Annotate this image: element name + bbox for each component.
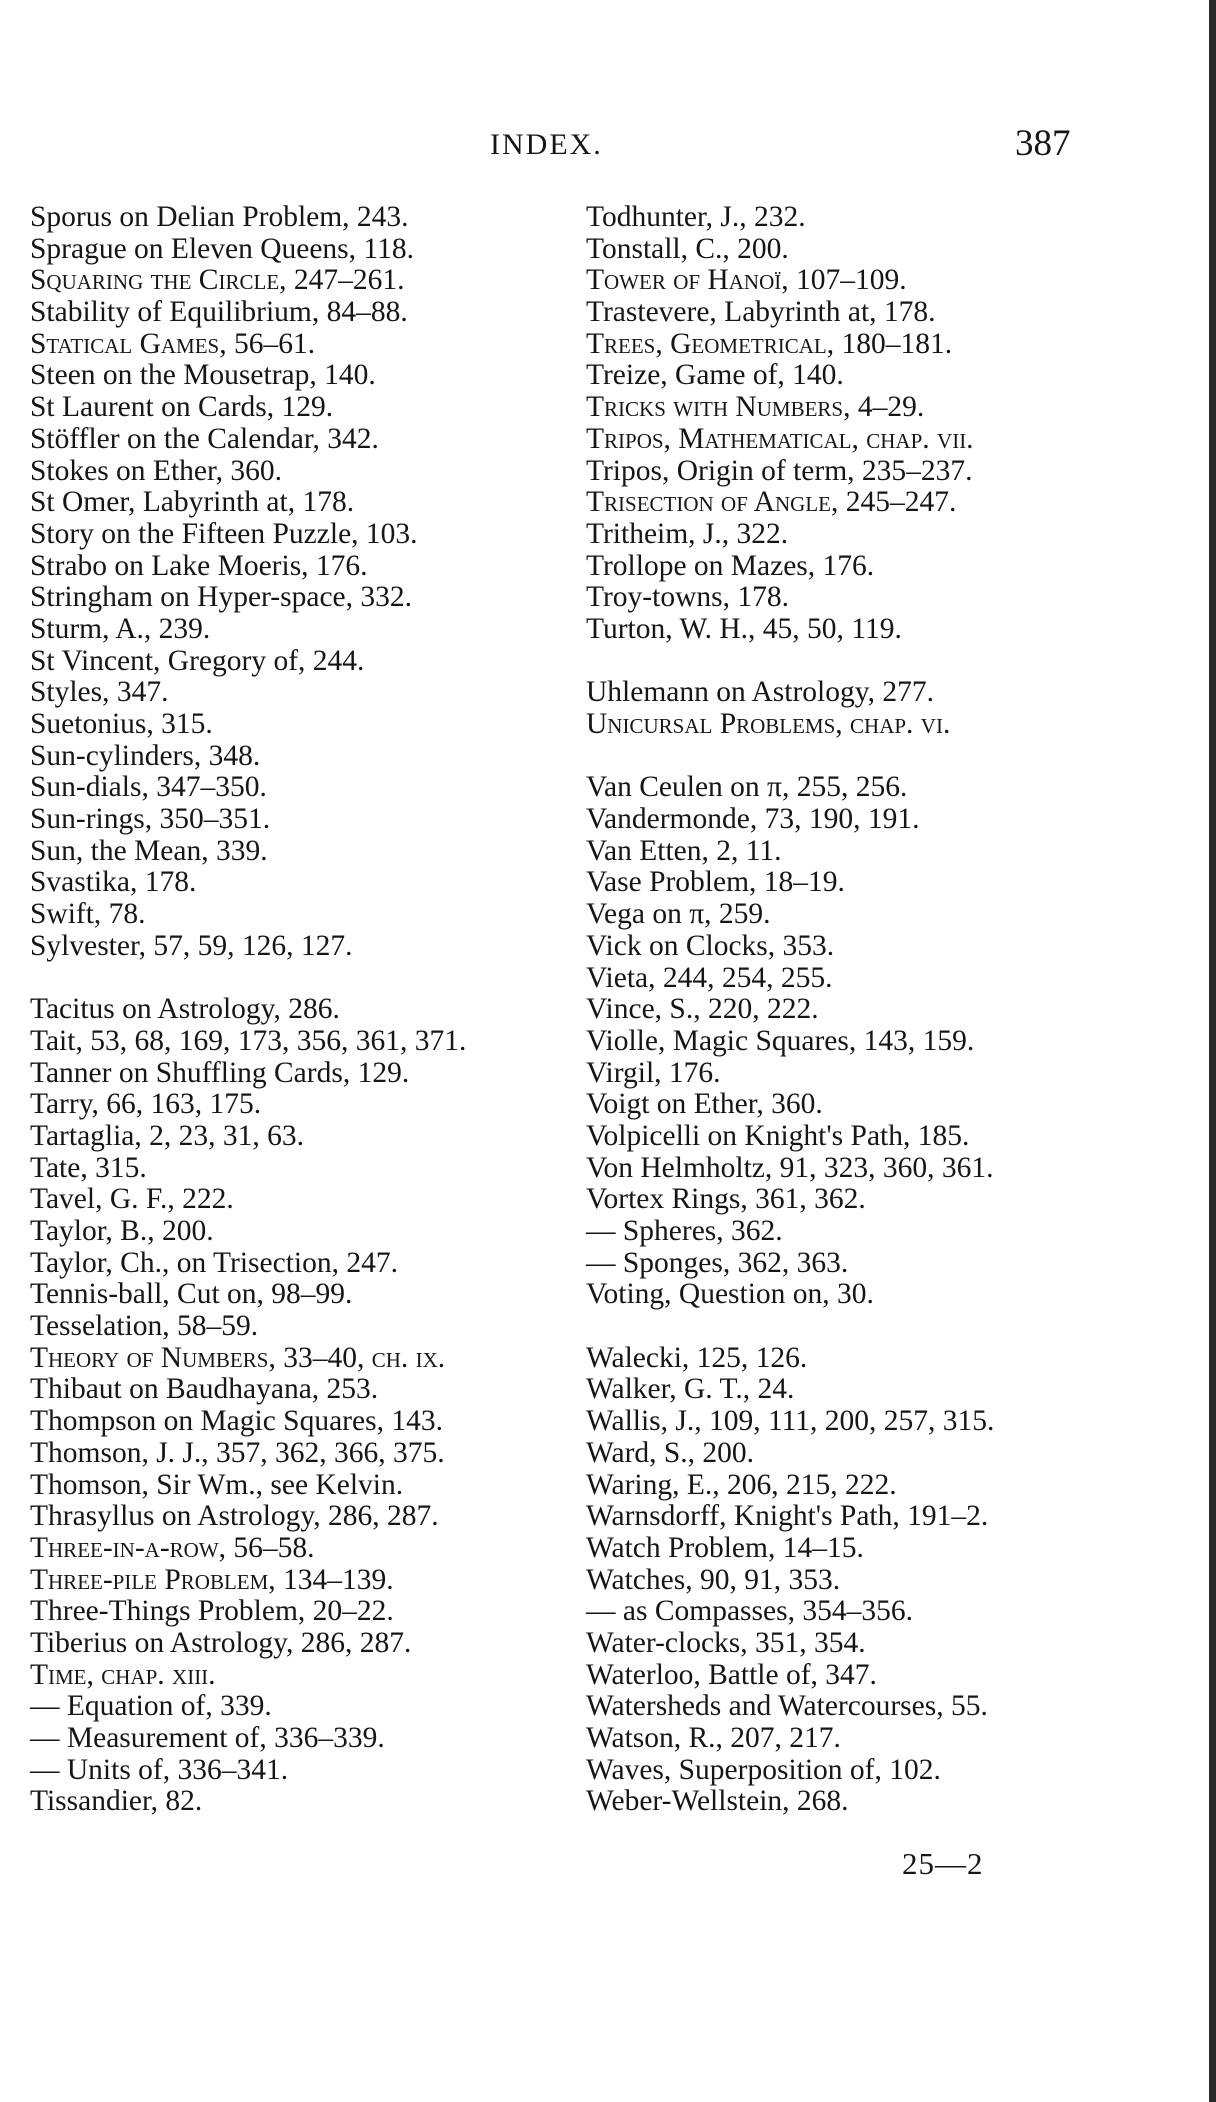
index-entry: Tate, 315.: [30, 1151, 147, 1184]
index-entry: Tanner on Shuffling Cards, 129.: [30, 1056, 410, 1089]
index-entry: Sun-dials, 347–350.: [30, 771, 267, 804]
index-entry: Unicursal Problems, chap. vi.: [586, 708, 951, 740]
index-entry: Tartaglia, 2, 23, 31, 63.: [30, 1119, 305, 1152]
index-entry: Waring, E., 206, 215, 222.: [586, 1468, 897, 1501]
index-entry: Tripos, Origin of term, 235–237.: [586, 454, 973, 487]
index-entry: Thibaut on Baudhayana, 253.: [30, 1373, 379, 1406]
index-entry: Turton, W. H., 45, 50, 119.: [586, 612, 902, 645]
index-entry: Tavel, G. F., 222.: [30, 1183, 234, 1216]
index-entry: — Measurement of, 336–339.: [30, 1722, 385, 1754]
index-entry: Tricks with Numbers, 4–29.: [586, 391, 925, 424]
index-entry: Thrasyllus on Astrology, 286, 287.: [30, 1500, 439, 1533]
index-entry: Three-in-a-row, 56–58.: [30, 1531, 315, 1564]
index-entry: Swift, 78.: [30, 898, 146, 931]
index-gap: [586, 1311, 1146, 1343]
index-entry: St Vincent, Gregory of, 244.: [30, 644, 365, 677]
index-entry: Warnsdorff, Knight's Path, 191–2.: [586, 1500, 989, 1533]
index-entry: Three-pile Problem, 134–139.: [30, 1563, 394, 1596]
index-entry: — Equation of, 339.: [30, 1690, 272, 1723]
index-entry: Treize, Game of, 140.: [586, 359, 844, 392]
index-entry: Tacitus on Astrology, 286.: [30, 993, 340, 1026]
index-entry: Tarry, 66, 163, 175.: [30, 1088, 262, 1121]
index-entry: Tritheim, J., 322.: [586, 517, 789, 550]
index-entry: Troy-towns, 178.: [586, 581, 789, 614]
index-entry: Sun-rings, 350–351.: [30, 803, 271, 836]
index-entry: Waves, Superposition of, 102.: [586, 1753, 941, 1786]
index-entry: Ward, S., 200.: [586, 1436, 755, 1469]
index-entry: Stability of Equilibrium, 84–88.: [30, 296, 408, 329]
index-entry: Vortex Rings, 361, 362.: [586, 1183, 866, 1216]
index-entry: Time, chap. xiii.: [30, 1658, 216, 1691]
index-entry: Sun, the Mean, 339.: [30, 834, 268, 867]
index-entry: Squaring the Circle, 247–261.: [30, 264, 405, 297]
index-entry: Tesselation, 58–59.: [30, 1310, 259, 1343]
index-entry: St Omer, Labyrinth at, 178.: [30, 486, 355, 519]
index-entry: Trees, Geometrical, 180–181.: [586, 327, 953, 360]
index-entry: Watson, R., 207, 217.: [586, 1722, 841, 1754]
index-entry: Todhunter, J., 232.: [586, 201, 806, 233]
index-entry: Styles, 347.: [30, 676, 169, 709]
page-edge-shadow: [1209, 0, 1216, 2102]
index-entry: Thompson on Magic Squares, 143.: [30, 1405, 443, 1438]
index-entry: — as Compasses, 354–356.: [586, 1595, 913, 1628]
index-entry: Voigt on Ether, 360.: [586, 1088, 823, 1121]
index-entry: Suetonius, 315.: [30, 708, 213, 740]
index-entry: Vince, S., 220, 222.: [586, 993, 819, 1026]
index-entry: Walker, G. T., 24.: [586, 1373, 795, 1406]
index-entry: Watersheds and Watercourses, 55.: [586, 1690, 988, 1723]
index-entry: Vandermonde, 73, 190, 191.: [586, 803, 920, 836]
index-entry: Vieta, 244, 254, 255.: [586, 961, 833, 994]
index-entry: Tonstall, C., 200.: [586, 232, 789, 265]
index-entry: Tissandier, 82.: [30, 1785, 203, 1818]
index-entry: Waterloo, Battle of, 347.: [586, 1658, 877, 1691]
index-entry: Vase Problem, 18–19.: [586, 866, 845, 899]
index-column-right: [586, 202, 1146, 1818]
index-entry: Tait, 53, 68, 169, 173, 356, 361, 371.: [30, 1024, 467, 1057]
index-entry: Tripos, Mathematical, chap. vii.: [586, 422, 974, 455]
index-entry: Von Helmholtz, 91, 323, 360, 361.: [586, 1151, 994, 1184]
index-entry: Taylor, B., 200.: [30, 1215, 214, 1247]
index-entry: Violle, Magic Squares, 143, 159.: [586, 1024, 975, 1057]
index-gap: [586, 646, 1146, 678]
index-entry: Tennis-ball, Cut on, 98–99.: [30, 1278, 353, 1311]
index-entry: Weber-Wellstein, 268.: [586, 1785, 849, 1818]
index-entry: Svastika, 178.: [30, 866, 197, 899]
index-entry: — Spheres, 362.: [586, 1215, 783, 1247]
index-entry: — Units of, 336–341.: [30, 1753, 289, 1786]
index-entry: — Sponges, 362, 363.: [586, 1246, 849, 1279]
page-number: 387: [1015, 123, 1071, 164]
index-entry: Vega on π, 259.: [586, 898, 771, 931]
index-entry: Uhlemann on Astrology, 277.: [586, 676, 934, 709]
index-entry: Steen on the Mousetrap, 140.: [30, 359, 376, 392]
index-entry: Three-Things Problem, 20–22.: [30, 1595, 394, 1628]
index-entry: Sun-cylinders, 348.: [30, 739, 261, 772]
index-entry: Tiberius on Astrology, 286, 287.: [30, 1626, 412, 1659]
index-entry: Stringham on Hyper-space, 332.: [30, 581, 413, 614]
page-title: INDEX.: [490, 128, 603, 161]
index-entry: Trastevere, Labyrinth at, 178.: [586, 296, 936, 329]
index-entry: Sporus on Delian Problem, 243.: [30, 201, 409, 233]
index-entry: Watch Problem, 14–15.: [586, 1531, 864, 1564]
index-entry: Statical Games, 56–61.: [30, 327, 316, 360]
index-entry: Sprague on Eleven Queens, 118.: [30, 232, 414, 265]
index-column-left: [30, 202, 590, 1818]
index-gap: [586, 741, 1146, 773]
index-entry: Volpicelli on Knight's Path, 185.: [586, 1119, 970, 1152]
index-entry: Virgil, 176.: [586, 1056, 721, 1089]
index-entry: Tower of Hanoï, 107–109.: [586, 264, 907, 297]
index-entry: Theory of Numbers, 33–40, ch. ix.: [30, 1341, 446, 1374]
index-entry: Sturm, A., 239.: [30, 612, 211, 645]
index-entry: Story on the Fifteen Puzzle, 103.: [30, 517, 418, 550]
index-entry: Van Ceulen on π, 255, 256.: [586, 771, 908, 804]
index-entry: Voting, Question on, 30.: [586, 1278, 874, 1311]
index-entry: Walecki, 125, 126.: [586, 1341, 808, 1374]
index-entry: Thomson, J. J., 357, 362, 366, 375.: [30, 1436, 445, 1469]
index-entry: Stokes on Ether, 360.: [30, 454, 283, 487]
index-entry: Wallis, J., 109, 111, 200, 257, 315.: [586, 1405, 995, 1438]
index-entry: St Laurent on Cards, 129.: [30, 391, 334, 424]
signature-mark: 25—2: [902, 1846, 984, 1881]
index-entry: Sylvester, 57, 59, 126, 127.: [30, 929, 353, 962]
index-entry: Vick on Clocks, 353.: [586, 929, 835, 962]
index-entry: Trollope on Mazes, 176.: [586, 549, 875, 582]
index-entry: Taylor, Ch., on Trisection, 247.: [30, 1246, 398, 1279]
index-entry: Water-clocks, 351, 354.: [586, 1626, 866, 1659]
index-entry: Watches, 90, 91, 353.: [586, 1563, 841, 1596]
index-entry: Strabo on Lake Moeris, 176.: [30, 549, 368, 582]
index-entry: Van Etten, 2, 11.: [586, 834, 782, 867]
index-gap: [30, 963, 590, 995]
index-entry: Thomson, Sir Wm., see Kelvin.: [30, 1468, 404, 1501]
index-entry: Trisection of Angle, 245–247.: [586, 486, 957, 519]
index-entry: Stöffler on the Calendar, 342.: [30, 422, 379, 455]
